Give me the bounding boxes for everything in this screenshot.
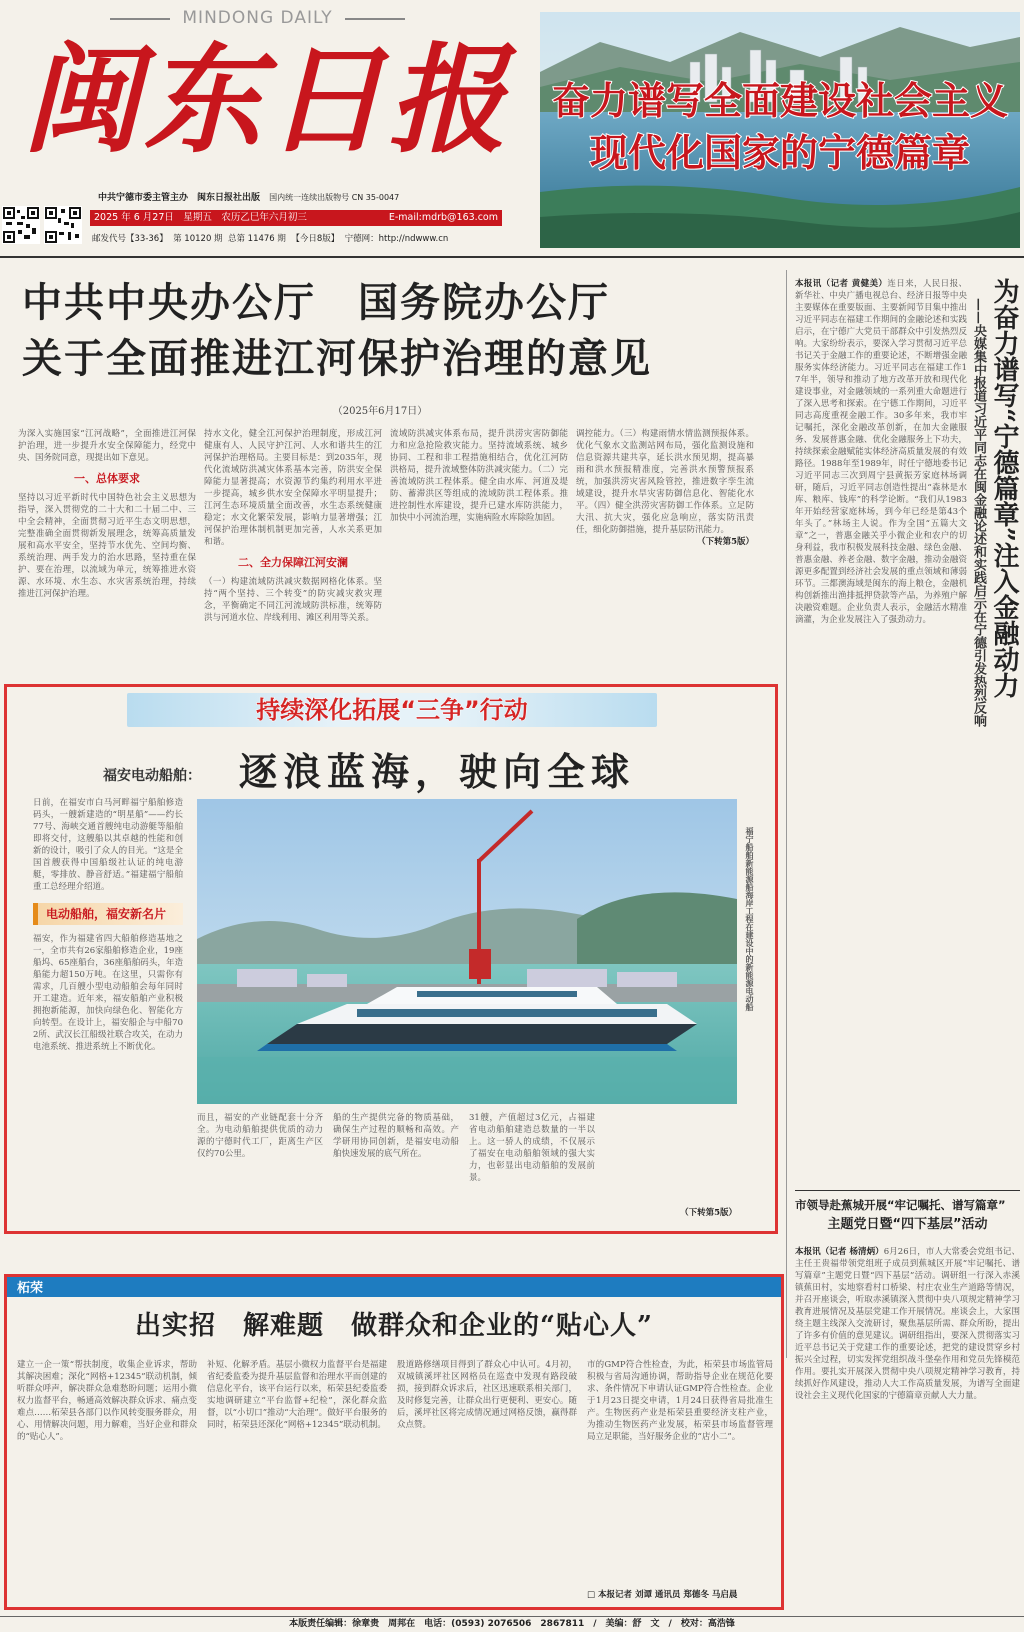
bottom-right-headline-1: 市领导赴蕉城开展“牢记嘱托、谱写篇章” — [795, 1198, 1006, 1212]
zherong-headline: 出实招 解难题 做群众和企业的“贴心人” — [135, 1311, 653, 1341]
banner-line-2: 现代化国家的宁德篇章 — [589, 131, 970, 175]
feature-headline: 逐浪蓝海，驶向全球 — [239, 749, 636, 794]
feature-col-3: 船的生产提供完备的物质基础，确保生产过程的顺畅和高效。产学研用协同创新，是福安电动船舶快速发展的底气所在。 — [333, 1113, 459, 1159]
bottom-right-text: 6月26日，市人大常委会党组书记、主任王贵福带领党组班子成员到蕉城区开展“牢记嘱托、谱写篇章”主题党日暨“四下基层”活动。调研组一行深入赤溪镇蕉田村，实地察看村口桥梁、村庄农业生产道路等情况，并召开座谈会，听取赤溪镇深入贯彻中央八项规定精神学习教育进展情况及基层党建工作开展情况。座谈会上，大家围绕主题主线深入交流研讨，聚焦基层所需、群众所盼，提出了许多有价值的意见建议。调研组指出，要深入贯彻落实习近平总书记关于党建工作的重要论述，把党的建设贯穿乡村振兴全过程，切实发挥党组织战斗堡垒作用和党员先锋模范作用。要扎实开展深入贯彻中央八项规定精神学习教育，持续抓好作风建设，推动人大工作高质量发展，为谱写全面建设社会主义现代化国家的宁德篇章贡献人大力量。 — [795, 1247, 1020, 1401]
section-heading: 二、全力保障江河安澜 — [238, 556, 348, 569]
zherong-col-3: 股道路修缮项目得到了群众心中认可。4月初，双城镇溪坪社区网格员在巡查中发现有路段破损，接到群众诉求后，社区迅速联系相关部门，及时修复完善，让群众出行更便利、更安心。随后，溪坪社区将完成情况通过网格反馈，赢得群众点赞。 — [397, 1360, 577, 1430]
zherong-byline: □ 本报记者 刘谭 通讯员 郑德冬 马启晨 — [587, 1590, 738, 1600]
feature-kicker: 福安电动船舶： — [103, 768, 201, 784]
english-name: MINDONG DAILY — [182, 8, 333, 28]
continued-note: （下转第5版） — [680, 1208, 737, 1218]
series-banner: 持续深化拓展“三争”行动 — [127, 693, 657, 727]
zherong-col-1: 建立一企一策“帮扶制度，收集企业诉求，帮助其解决困难；深化“网格+12345”联动机制，倾听群众呼声，解决群众急难愁盼问题；运用小微权力监督平台，畅通高效解决群众诉求、痛点变难点……柘荣县各部门以作风转变服务群众，用心、用情解决问题，用力解难，当好企业和群众的“贴心人”。 — [17, 1360, 197, 1442]
banner-image — [540, 12, 1020, 248]
qr-code-icon — [44, 206, 82, 244]
feature-col-4: 31艘，产值超过3亿元，占福建省电动船舶建造总数量的一半以上。这一骄人的成绩，不仅展示了福安在电动船舶领域的强大实力，也彰显出电动船舶的发展前景。 — [469, 1113, 595, 1183]
sponsor-line: 中共宁德市委主管主办 闽东日报社出版 国内统一连续出版物号 CN 35-0047 — [98, 193, 400, 203]
feature-col-1b: 福安，作为福建省四大船舶修造基地之一，全市共有26家船舶修造企业，19座船坞、65座船台，36座船舶码头，年造船能力超150万吨。在这里，只需你有需求，几百艘小型电动船舶会每年同时开工建造。近年来，福安船舶产业积极拥抱新能源，加快向绿色化、智能化方向转型。在设计上，福安船企与中船702所、武汉长江船级社联合攻关，在动力电池系统、推进系统上不断优化。 — [33, 934, 183, 1052]
lead-col-1b: 坚持以习近平新时代中国特色社会主义思想为指导，深入贯彻党的二十大和二十届二中、三中全会精神，全面贯彻习近平生态文明思想，完整准确全面贯彻新发展理念，统筹高质量发展和高水平安全，坚持节水优先、空间均衡、系统治理、两手发力的治水思路，坚持重在保护、要在治理，以流域为单元，统筹推进水资源、水环境、水生态、水灾害系统治理，持续推进江河保护治理。 — [18, 493, 196, 599]
lead-col-2: 持水文化，健全江河保护治理制度，形成江河健康有人、人民守护江河、人水和谐共生的江河保护治理格局。主要目标是：到2035年，现代化流域防洪减灾体系基本完善，防洪安全保障能力显著提高；水资源节约集约利用水平进一步提高，城乡供水安全保障水平明显提升；江河生态环境质量全面改善，水生态系统健康稳定；水文化繁荣发展，影响力显著增强；江河保护治理体制机制更加完善，人水关系更加和谐。 — [204, 429, 382, 547]
bottom-right-headline-2: 主题党日暨“四下基层”活动 — [827, 1217, 988, 1232]
byline: 本报讯（记者 杨清炳） — [795, 1247, 884, 1257]
newspaper-title: 闽东日报 — [22, 30, 511, 169]
continued-note: （下转第5版） — [697, 537, 754, 547]
lead-title-1: 中共中央办公厅 国务院办公厅 — [22, 280, 610, 326]
lead-col-3: 流域防洪减灾体系布局，提升洪涝灾害防御能力和应急抢险救灾能力。坚持流域系统、城乡协同、工程和非工程措施相结合，优化江河防洪格局，提升流域整体防洪减灾能力。（二）完善流域防洪工程体系。健全由水库、河道及堤防、蓄滞洪区等组成的流域防洪工程体系。推进控制性水库建设，提升已建水库防洪能力，加快中小河流治理，实施病险水库除险加固。 — [390, 429, 568, 523]
lead-date: （2025年6月17日） — [332, 406, 428, 417]
banner-line-1: 奋力谱写全面建设社会主义 — [551, 79, 1008, 123]
feature-photo — [197, 799, 737, 1104]
photo-caption: 福宁船舶新能源船海岸工程在建设中的新能源电动船 — [745, 827, 755, 1011]
byline: 本报讯（记者 黄健美） — [795, 279, 888, 289]
lead-col-2b: （一）构建流域防洪减灾数据网格化体系。坚持“两个坚持、三个转变”的防灾减灾救灾理念，平衡确定不同江河流域防洪标准，统筹防洪与河道水位、岸线利用、滩区利用等关系。 — [204, 577, 382, 623]
feature-col-2: 而且，福安的产业链配套十分齐全。为电动船舶提供优质的动力源的宁德时代工厂，距离生产区仅约70公里。 — [197, 1113, 323, 1159]
right-feature-subtitle: ——央媒集中报道习近平同志在闽金融论述和实践启示在宁德引发热烈反响 — [971, 298, 986, 727]
lead-col-1: 为深入实施国家“江河战略”，全面推进江河保护治理，进一步提升水安全保障能力，经党中央、国务院同意，现提出如下意见。 — [18, 429, 196, 463]
zherong-col-4: 市的GMP符合性检查，为此，柘荣县市场监管局积极与省局沟通协调，帮助指导企业在规范化要求、条件情况下申请认证GMP符合性检查。企业于1月23日提交申请，1月24日获得省局批准生产。生物医药产业是柘荣县重要经济支柱产业，为推动生物医药产业发展，柘荣县市场监督管理局立足职能，当好服务企业的“店小二”。 — [587, 1360, 773, 1442]
page-footer: 本版责任编辑：徐章贵 周邦在 电话：(0593) 2076506 2867811 / 美编：舒 文 / 校对：高浩锋 — [289, 1619, 735, 1629]
right-feature-title: 为奋力谱写“宁德篇章”注入金融动力 — [989, 278, 1019, 698]
zherong-box — [4, 1274, 784, 1610]
feature-col-1: 日前，在福安市白马河畔福宁船舶修造码头，一艘新建造的“明星船”——约长77号、海峡交通首艘纯电动游艇等船舶即将交付，这艘船以其卓越的性能和创新的设计，吸引了众人的目光。“这是全国首艘获得中国船级社认证的纯电游艇，零排放、静音舒适。”福建福宁船舶重工总经理介绍道。 — [33, 798, 183, 892]
sub-head: 电动船舶，福安新名片 — [33, 903, 183, 925]
lead-col-4: 调控能力。（三）构建雨情水情监测预报体系。优化气象水文监测站网布局，强化监测设施和信息资源共建共享，延长洪水预见期，提高暴雨和洪水预报精准度，完善洪水预警预报系统，加强洪涝灾害风险管控，推进数字孪生流域建设，提升水旱灾害防御信息化、智能化水平。（四）健全洪涝灾害防御工作体系。立足防大汛、抗大灾，强化应急响应，落实防汛责任，细化防御措施，提升基层防汛能力。 — [576, 429, 754, 535]
date-bar: 2025 年 6 月27日 星期五 农历乙巳年六月初三 E-mail:mdrb@163.com — [90, 210, 502, 226]
issue-info: 邮发代号【33-36】 第 10120 期 总第 11476 期 【今日8版】 宁德网：http://ndwww.cn — [92, 234, 449, 244]
bottom-right-article — [795, 1196, 1020, 1606]
masthead — [0, 0, 515, 250]
lead-article — [10, 268, 770, 660]
qr-code-icon — [2, 206, 40, 244]
lead-title-2: 关于全面推进江河保护治理的意见 — [22, 336, 652, 382]
right-feature-text: 连日来，人民日报、新华社、中央广播电视总台、经济日报等中央主要媒体在重要版面、主要新闻节目集中推出习近平同志在福建工作期间的金融论述和实践启示，在宁德广大党员干部群众中引发热烈反响。大家纷纷表示，要深入学习贯彻习近平总书记关于金融工作的重要论述，不断增强金融服务实体经济能力。习近平同志在福建工作17年半，领导和推动了地方改革开放和现代化建设事业，对金融领域的一系列重大命题进行了深入思考和探索。在宁德工作期间，习近平同志高度重视金融工作。30多年来，我市牢记嘱托，深化金融改革创新，在加大金融服务、发展普惠金融、优化金融服务上下功夫，持续探索金融赋能实体经济高质量发展的有效路径。1988年至1989年，时任宁德地委书记习近平同志三次到周宁县黄振芳家庭林场调研，随后，习近平同志创造性提出“森林是水库、粮库、钱库”的科学论断。“我们从1983年开始经营家庭林场，到今年已经是第43个年头了。”林场主人说。作为全国“五篇大文章”之一，普惠金融关乎小微企业和农户的切身利益，我市积极发展科技金融、绿色金融、普惠金融、养老金融、数字金融，推动金融资源更多配置到经济社会发展的重点领域和薄弱环节。三都澳海域是闽东的海上粮仓，金融机构创新推出渔排抵押贷款等产品，为养殖户解决融资难题。企业负责人表示，金融活水精准滴灌，为企业发展注入了强劲动力。 — [795, 279, 967, 625]
feature-box — [4, 684, 778, 1234]
section-tag: 柘荣 — [7, 1277, 781, 1297]
zherong-col-2: 补短、化解矛盾。基层小微权力监督平台是福建省纪委监委为提升基层监督和治理水平而创建的信息化平台，该平台运行以来，柘荣县纪委监委实地调研建立“平台监督+纪检”，深化群众监督，以“小切口”推动“大治理”。做好平台服务的同时，柘荣县还深化“网格+12345”联动机制。 — [207, 1360, 387, 1430]
section-heading: 一、总体要求 — [74, 472, 140, 485]
right-feature — [795, 268, 1020, 1268]
